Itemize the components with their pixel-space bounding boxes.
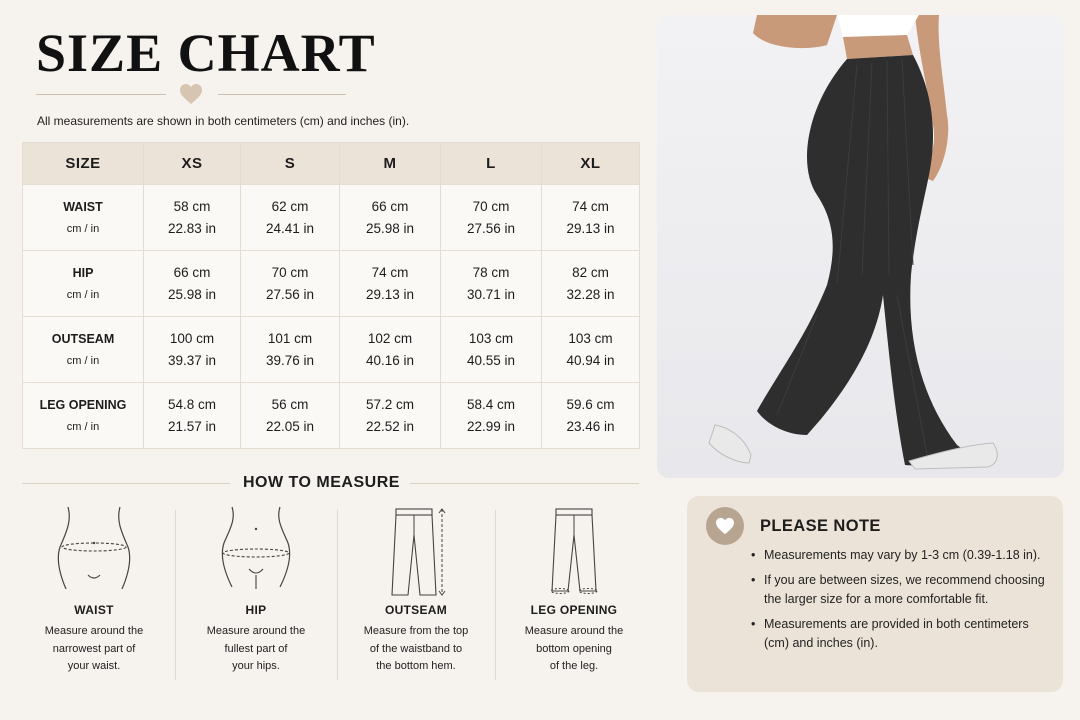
measurement-cell xyxy=(441,251,542,317)
in-value: 25.98 in xyxy=(365,220,415,236)
row-label xyxy=(23,317,144,383)
measure-name: LEG OPENING xyxy=(530,603,618,617)
cm-value: 101 cm xyxy=(267,330,313,346)
table-row xyxy=(23,185,640,251)
in-value: 22.05 in xyxy=(265,418,315,434)
measurement-cell xyxy=(542,383,640,449)
in-value: 22.99 in xyxy=(466,418,516,434)
in-value: 40.55 in xyxy=(466,352,516,368)
leg-opening-pants-icon xyxy=(534,505,614,597)
measurement-cell xyxy=(441,185,542,251)
measurement-cell xyxy=(241,185,340,251)
cm-value: 102 cm xyxy=(367,330,413,346)
cm-value: 56 cm xyxy=(271,396,309,412)
cm-value: 59.6 cm xyxy=(566,396,615,412)
table-row xyxy=(23,317,640,383)
measurement-cell xyxy=(441,317,542,383)
in-value: 40.94 in xyxy=(566,352,615,368)
measurement-cell xyxy=(340,251,441,317)
measurement-cell xyxy=(340,317,441,383)
note-list xyxy=(751,546,1051,659)
row-unit: cm / in xyxy=(66,288,100,301)
measurement-cell xyxy=(340,185,441,251)
how-to-measure-title: HOW TO MEASURE xyxy=(243,474,400,491)
in-value: 23.46 in xyxy=(566,418,615,434)
measure-outseam xyxy=(336,505,496,676)
measure-description xyxy=(14,623,174,676)
column-header: L xyxy=(441,143,542,185)
cm-value: 78 cm xyxy=(472,264,510,280)
note-item: • If you are between sizes, we recommend choosing the larger size for a more comfortable fit. xyxy=(751,571,1051,609)
cm-value: 66 cm xyxy=(371,198,409,214)
measure-description xyxy=(494,623,654,676)
size-table xyxy=(22,142,640,449)
measure-name: WAIST xyxy=(74,603,114,617)
in-value: 29.13 in xyxy=(365,286,415,302)
in-value: 21.57 in xyxy=(167,418,217,434)
row-unit: cm / in xyxy=(66,354,100,367)
cm-value: 103 cm xyxy=(568,330,613,346)
outseam-pants-icon xyxy=(376,505,456,597)
flared-leggings-illustration xyxy=(657,15,1064,478)
in-value: 32.28 in xyxy=(566,286,615,302)
row-unit: cm / in xyxy=(66,420,100,433)
measurement-cell xyxy=(144,317,241,383)
measurement-cell xyxy=(542,185,640,251)
description-line: fullest part of xyxy=(224,642,288,655)
cm-value: 74 cm xyxy=(371,264,409,280)
measure-description xyxy=(176,623,336,676)
units-subtitle: All measurements are shown in both centimeters (cm) and inches (in). xyxy=(37,114,410,128)
note-item: • Measurements may vary by 1-3 cm (0.39-1.18 in). xyxy=(751,546,1051,565)
measurement-cell xyxy=(144,251,241,317)
table-header-row xyxy=(23,143,640,185)
description-line: Measure around the xyxy=(206,625,306,637)
cm-value: 82 cm xyxy=(572,264,609,280)
cm-value: 70 cm xyxy=(472,198,510,214)
please-note-title: PLEASE NOTE xyxy=(760,517,881,535)
row-name: LEG OPENING xyxy=(39,397,127,412)
description-line: of the leg. xyxy=(549,660,599,672)
cm-value: 103 cm xyxy=(468,330,514,346)
row-label xyxy=(23,185,144,251)
measurement-cell xyxy=(340,383,441,449)
in-value: 27.56 in xyxy=(466,220,516,236)
in-value: 39.37 in xyxy=(167,352,217,368)
row-name: HIP xyxy=(72,265,94,280)
in-value: 39.76 in xyxy=(265,352,315,368)
heart-icon xyxy=(706,507,744,545)
description-line: the bottom hem. xyxy=(376,660,456,672)
row-unit: cm / in xyxy=(66,222,100,235)
column-header: XS xyxy=(144,143,241,185)
description-line: Measure from the top xyxy=(363,625,469,637)
column-header: SIZE xyxy=(23,143,144,185)
cm-value: 57.2 cm xyxy=(365,396,415,412)
in-value: 22.52 in xyxy=(365,418,415,434)
cm-value: 58.4 cm xyxy=(466,396,516,412)
table-row xyxy=(23,251,640,317)
in-value: 27.56 in xyxy=(265,286,315,302)
waist-figure-icon xyxy=(54,505,134,589)
measurement-cell xyxy=(241,383,340,449)
section-divider-left xyxy=(22,483,230,484)
description-line: of the waistband to xyxy=(369,642,463,655)
measurement-cell xyxy=(441,383,542,449)
measurement-cell xyxy=(144,383,241,449)
note-item: • Measurements are provided in both centimeters (cm) and inches (in). xyxy=(751,615,1051,653)
title-divider-right xyxy=(218,94,346,95)
heart-icon xyxy=(179,83,203,105)
column-header: S xyxy=(241,143,340,185)
hip-figure-icon xyxy=(216,505,296,589)
row-label xyxy=(23,383,144,449)
description-line: your hips. xyxy=(232,660,280,672)
measurement-cell xyxy=(144,185,241,251)
page-title: SIZE CHART xyxy=(36,23,376,83)
cm-value: 54.8 cm xyxy=(167,396,217,412)
measure-leg-opening xyxy=(494,505,654,676)
cm-value: 58 cm xyxy=(173,198,211,214)
section-divider-right xyxy=(410,483,639,484)
in-value: 24.41 in xyxy=(265,220,315,236)
measure-hip xyxy=(176,505,336,676)
in-value: 25.98 in xyxy=(167,286,217,302)
column-header: XL xyxy=(542,143,640,185)
measure-description xyxy=(336,623,496,676)
description-line: bottom opening xyxy=(536,642,612,655)
please-note-card xyxy=(687,496,1063,692)
in-value: 29.13 in xyxy=(566,220,615,236)
description-line: narrowest part of xyxy=(52,642,136,655)
cm-value: 66 cm xyxy=(173,264,211,280)
in-value: 30.71 in xyxy=(466,286,516,302)
row-label xyxy=(23,251,144,317)
in-value: 22.83 in xyxy=(167,220,217,236)
measure-name: HIP xyxy=(245,603,267,617)
cm-value: 100 cm xyxy=(169,330,215,346)
in-value: 40.16 in xyxy=(365,352,415,368)
measurement-cell xyxy=(241,251,340,317)
cm-value: 70 cm xyxy=(271,264,309,280)
column-header: M xyxy=(340,143,441,185)
product-photo xyxy=(657,15,1064,478)
measurement-cell xyxy=(542,317,640,383)
table-row xyxy=(23,383,640,449)
description-line: your waist. xyxy=(67,660,121,672)
measure-waist xyxy=(14,505,174,676)
row-name: WAIST xyxy=(63,199,103,214)
measure-name: OUTSEAM xyxy=(384,603,448,617)
cm-value: 74 cm xyxy=(572,198,609,214)
title-divider-left xyxy=(36,94,166,95)
measurement-cell xyxy=(241,317,340,383)
description-line: Measure around the xyxy=(524,625,624,637)
measurement-cell xyxy=(542,251,640,317)
row-name: OUTSEAM xyxy=(51,331,115,346)
description-line: Measure around the xyxy=(44,625,144,637)
cm-value: 62 cm xyxy=(271,198,309,214)
